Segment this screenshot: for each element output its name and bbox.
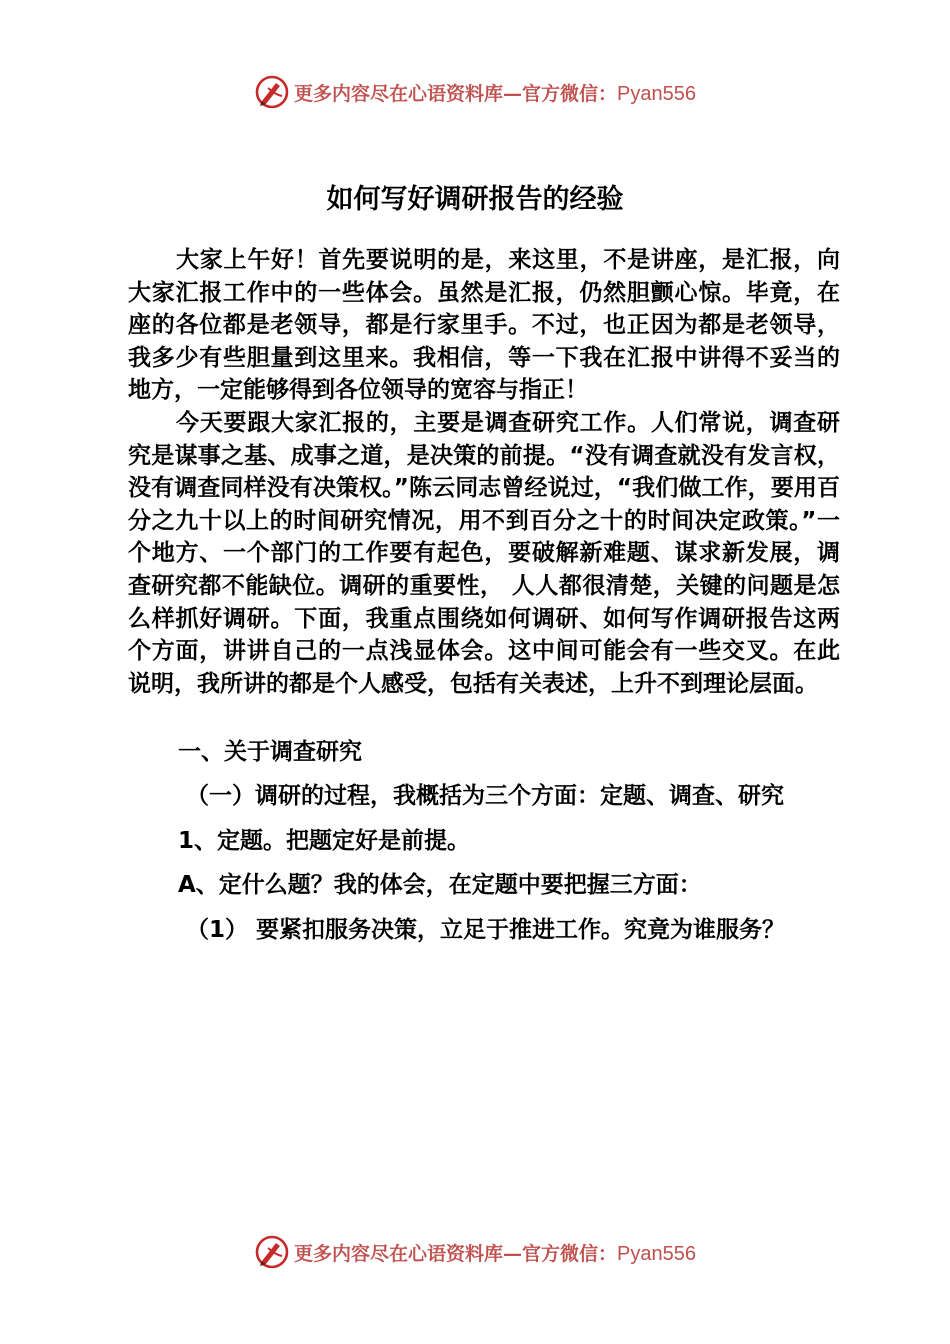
pen-logo-icon (254, 74, 290, 110)
document-body (128, 244, 840, 700)
paragraph-intro: 大家上午好！首先要说明的是，来这里，不是讲座，是汇报，向大家汇报工作中的一些体会。虽然是汇报，仍然胆颤心惊。毕竟，在座的各位都是老领导，都是行家里手。不过，也正因为都是老领导，我多少有些胆量到这里来。我相信，等一下我在汇报中讲得不妥当的地方，一定能够得到各位领导的宽容与指正！ (128, 247, 840, 404)
header-banner (0, 72, 950, 112)
banner-slogan: 更多内容尽在心语资料库—官方微信： (294, 1242, 618, 1265)
section-heading: 一、关于调查研究 (178, 739, 362, 765)
numbered-item: 1、定题。把题定好是前提。 (178, 828, 471, 854)
banner-text (294, 1239, 696, 1266)
paragraph-main: 今天要跟大家汇报的，主要是调查研究工作。人们常说，调查研究是谋事之基、成事之道，是决策的前提。“没有调查就没有发言权，没有调查同样没有决策权。”陈云同志曾经说过，“我们做工作，要用百分之九十以上的时间研究情况，用不到百分之十的时间决定政策。”一个地方、一个部门的工作要有起色，要破解新难题、谋求新发展，调查研究都不能缺位。调研的重要性， 人人都很清楚，关键的问题是怎么样抓好调研。下面，我重点围绕如何调研、如何写作调研报告这两个方面，讲讲自己的一点浅显体会。这中间可能会有一些交叉。在此说明，我所讲的都是个人感受，包括有关表述，上升不到理论层面。 (128, 409, 840, 697)
document-title: 如何写好调研报告的经验 (326, 184, 624, 215)
pen-logo-icon (254, 1234, 290, 1270)
wechat-id: Pyan556 (617, 1242, 696, 1265)
wechat-id: Pyan556 (617, 82, 696, 105)
footer-banner (0, 1232, 950, 1272)
sub-numbered-item: （1） 要紧扣服务决策，立足于推进工作。究竟为谁服务？ (186, 917, 786, 943)
subsection-heading: （一）调研的过程，我概括为三个方面：定题、调查、研究 (186, 783, 784, 809)
banner-text (294, 79, 696, 106)
banner-slogan: 更多内容尽在心语资料库—官方微信： (294, 82, 618, 105)
lettered-item: A、定什么题？我的体会，在定题中要把握三方面： (178, 872, 702, 898)
